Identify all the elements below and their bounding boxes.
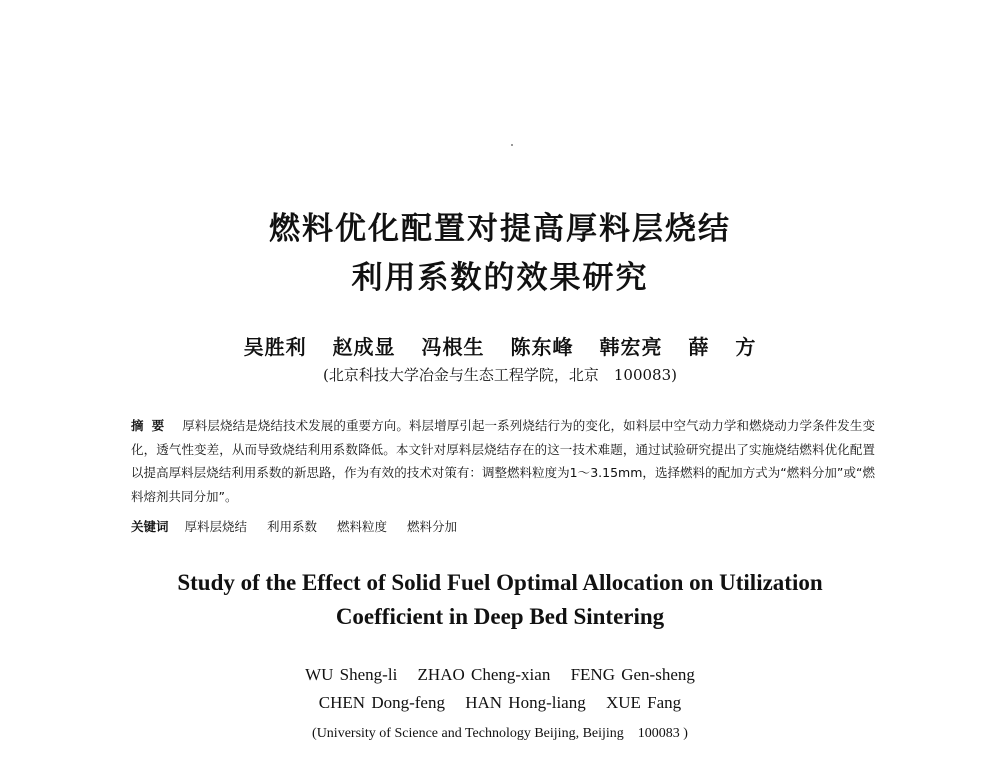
author-cn: 冯根生 [421,335,485,359]
affiliation-en: (University of Science and Technology Beijing, Beijing 100083 ) [312,726,688,741]
keyword: 利用系数 [267,519,318,534]
author-en: XUE Fang [605,693,682,712]
author-cn: 韩宏亮 [599,335,663,359]
keyword: 厚料层烧结 [184,519,248,534]
keywords-cn [131,517,875,535]
abstract-cn [131,414,875,508]
scan-speck [511,144,513,146]
author-en: FENG Gen-sheng [570,665,695,684]
authors-en-line1 [0,665,1000,685]
abstract-text: 厚料层烧结是烧结技术发展的重要方向。料层增厚引起一系列烧结行为的变化，如料层中空气动力学和燃烧动力学条件发生变化，透气性变差，从而导致烧结利用系数降低。本文针对厚料层烧结存在的这一技术难题，通过试验研究提出了实施烧结燃料优化配置以提高厚料层烧结利用系数的新思路，作为有效的技术对策有：调整燃料粒度为1～3.15mm，选择燃料的配加方式为“燃料分加”或“燃料熔剂共同分加”。 [131,418,875,504]
author-en: HAN Hong-liang [465,693,586,712]
author-en: WU Sheng-li [305,665,398,684]
author-cn: 薛 方 [688,335,757,359]
author-en: ZHAO Cheng-xian [417,665,551,684]
author-cn: 赵成显 [332,335,396,359]
authors-cn [0,331,1000,360]
author-cn: 陈东峰 [510,335,574,359]
title-cn-line2: 利用系数的效果研究 [351,260,649,296]
affiliation-cn: (北京科技大学冶金与生态工程学院，北京 100083) [323,366,677,384]
abstract-label: 摘要 [131,418,173,433]
title-en-line2: Coefficient in Deep Bed Sintering [335,604,665,629]
title-cn-line1: 燃料优化配置对提高厚料层烧结 [269,211,731,247]
author-en: CHEN Dong-feng [318,693,445,712]
authors-en-line2 [0,693,1000,713]
keywords-label: 关键词 [131,519,169,534]
author-cn: 吴胜利 [243,335,307,359]
keyword: 燃料分加 [407,519,458,534]
keyword: 燃料粒度 [337,519,388,534]
title-en-line1: Study of the Effect of Solid Fuel Optimal Allocation on Utilization [177,570,823,595]
